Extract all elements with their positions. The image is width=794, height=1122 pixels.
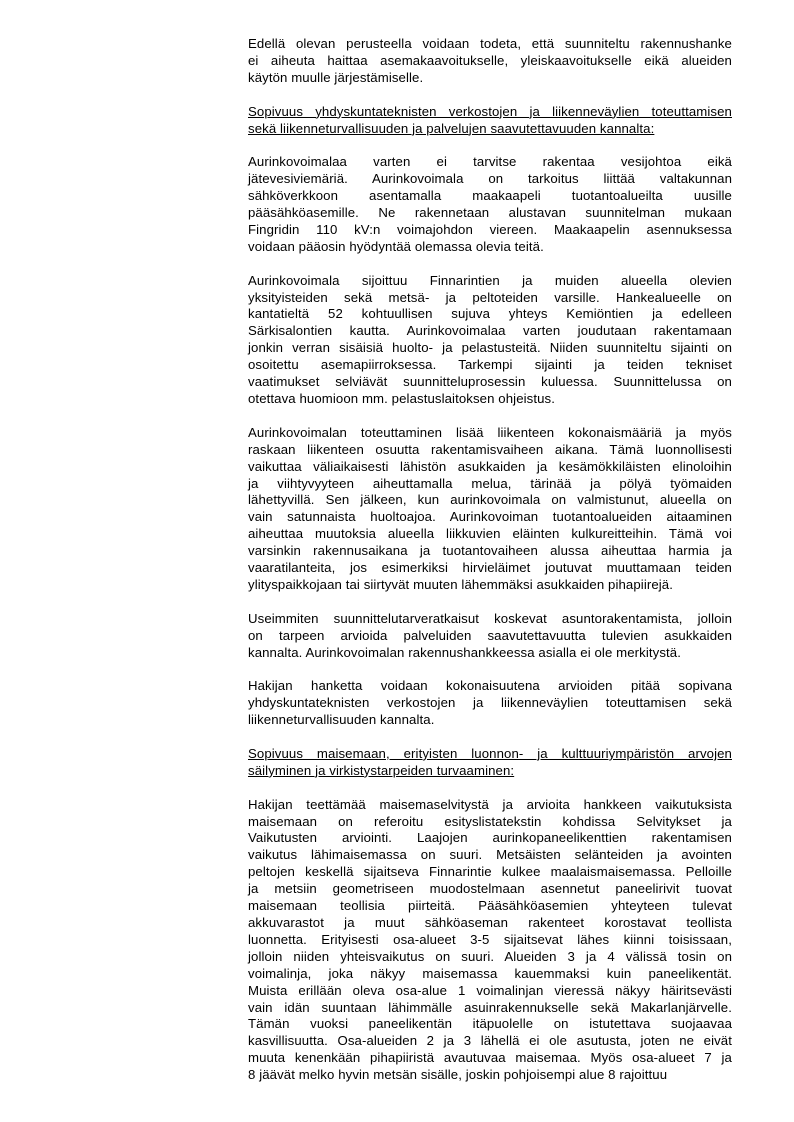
text-line: kasvillisuutta. Osa-alueiden 2 ja 3 lähellä ei ole asutusta, joten ne eivät bbox=[248, 1033, 732, 1049]
text-line: vaaratilanteita, jos esimerkiksi hirvieläimet joutuvat muuttamaan teiden bbox=[248, 560, 732, 576]
text-line: voimalinja, joka näkyy maisemassa kauemmaksi kuin paneelikentät. bbox=[248, 965, 732, 981]
paragraph bbox=[248, 797, 732, 1084]
text-line: käytön muulle järjestämiselle. bbox=[248, 69, 424, 85]
text-line: Hakijan hanketta voidaan kokonaisuutena arvioiden pitää sopivana bbox=[248, 678, 732, 694]
document-text-block bbox=[248, 36, 732, 1084]
text-line: osoitettu asemapiirroksessa. Tarkempi sijainti ja teiden tekniset bbox=[248, 357, 732, 373]
text-line: Särkisalontien kautta. Aurinkovoimalaa varten joudutaan rakentamaan bbox=[248, 323, 732, 339]
paragraph bbox=[248, 611, 732, 662]
text-line: kantatieltä 52 kohtuullisen sujuva yhteys Kemiöntien ja edelleen bbox=[248, 306, 732, 322]
section-heading bbox=[248, 746, 732, 780]
text-line: jolloin niiden yhteisvaikutus on suuri. Alueiden 3 ja 4 välissä tosin on bbox=[248, 948, 732, 964]
paragraph bbox=[248, 273, 732, 408]
text-line: otettava huomioon mm. pelastuslaitoksen ohjeistus. bbox=[248, 390, 556, 406]
text-line: sähköverkkoon asentamalla maakaapeli tuotantoalueilta uusille bbox=[248, 188, 732, 204]
text-line: Useimmiten suunnittelutarveratkaisut koskevat asuntorakentamista, jolloin bbox=[248, 610, 732, 626]
text-line: kannalta. Aurinkovoimalan rakennushankkeessa asialla ei ole merkitystä. bbox=[248, 644, 681, 660]
text-line: ja metsiin geometriseen muodostelmaan asennetut paneelirivit tuovat bbox=[248, 881, 732, 897]
text-line: yksityisteiden sekä metsä- ja peltoteiden varsille. Hankealueelle on bbox=[248, 289, 732, 305]
text-line: peltojen keskellä sijaitseva Finnarintie kulkee maalaismaisemassa. Pelloille bbox=[248, 864, 732, 880]
text-line: jätevesiviemäriä. Aurinkovoimala on tarkoitus liittää valtakunnan bbox=[248, 171, 732, 187]
text-line: vain satunnaista huoltoajoa. Aurinkovoiman tuotantoalueiden aitaaminen bbox=[248, 509, 732, 525]
text-line: on tarpeen arvioida palveluiden saavutettavuutta tulevien asukkaiden bbox=[248, 627, 732, 643]
text-line: akkuvarastot ja muut sähköaseman rakenteet korostavat teollista bbox=[248, 915, 732, 930]
text-line: Vaikutusten arviointi. Laajojen aurinkopaneelikenttien rakentamisen bbox=[248, 830, 732, 846]
text-line: muuta kenenkään pihapiiristä avautuvaa maisemaa. Myös osa-alueet 7 ja bbox=[248, 1050, 732, 1066]
text-line: ja viihtyvyyteen aiheuttamalla melua, tärinää ja pölyä työmaiden bbox=[248, 475, 732, 491]
text-line: luonnetta. Erityisesti osa-alueet 3-5 sijaitsevat lähes kiinni toisissaan, bbox=[248, 931, 732, 947]
text-line: ei aiheuta haittaa asemakaavoitukselle, yleiskaavoitukselle eikä alueiden bbox=[248, 52, 732, 68]
text-line: säilyminen ja virkistystarpeiden turvaaminen: bbox=[248, 762, 515, 778]
text-line: Sopivuus yhdyskuntateknisten verkostojen ja liikenneväylien toteuttamisen bbox=[248, 103, 732, 119]
text-line: Aurinkovoimalaa varten ei tarvitse rakentaa vesijohtoa eikä bbox=[248, 154, 732, 170]
paragraph bbox=[248, 678, 732, 729]
text-line: varsinkin rakennusaikana ja tuotantovaiheen alussa aiheuttaa harmia ja bbox=[248, 543, 732, 559]
paragraph bbox=[248, 154, 732, 255]
text-line: maisemaan on referoitu esityslistatekstin kohdissa Selvitykset ja bbox=[248, 813, 732, 829]
text-line: yhdyskuntateknisten verkostojen ja liikenneväylien toteuttamisen sekä bbox=[248, 695, 732, 711]
text-line: vain idän suuntaan lähimmälle asuinrakennukselle sekä Makarlanjärvelle. bbox=[248, 999, 732, 1015]
text-line: raskaan liikenteen osuutta rakentamisvaiheen aikana. Tämä luonnollisesti bbox=[248, 441, 732, 457]
text-line: Edellä olevan perusteella voidaan todeta, että suunniteltu rakennushanke bbox=[248, 36, 732, 51]
text-line: voidaan pääosin hyödyntää olemassa olevia teitä. bbox=[248, 238, 544, 254]
text-line: aiheuttaa muutoksia alueella liikkuvien eläinten kulkureitteihin. Tämä voi bbox=[248, 526, 732, 542]
text-line: jonkin verran sisäisiä huolto- ja pelastusteitä. Niiden suunniteltu sijainti on bbox=[248, 340, 732, 356]
text-line: 8 jäävät melko hyvin metsän sisälle, joskin pohjoisempi alue 8 rajoittuu bbox=[248, 1067, 668, 1083]
text-line: vaikutus lähimaisemassa on suuri. Metsäisten selänteiden ja avointen bbox=[248, 847, 732, 863]
text-line: Aurinkovoimala sijoittuu Finnarintien ja muiden alueella olevien bbox=[248, 272, 732, 288]
text-line: Sopivuus maisemaan, erityisten luonnon- ja kulttuuriympäristön arvojen bbox=[248, 745, 732, 761]
section-heading bbox=[248, 104, 732, 138]
text-line: vaikuttaa väliaikaisesti lähistön asukkaiden ja kesämökkiläisten elinoloihin bbox=[248, 458, 732, 474]
text-line: Hakijan teettämää maisemaselvitystä ja arvioita hankkeen vaikutuksista bbox=[248, 796, 732, 812]
text-line: ylityspaikkojaan tai siirtyvät muuten lähemmäksi asukkaiden pihapiirejä. bbox=[248, 576, 674, 592]
text-line: pääsähköasemille. Ne rakennetaan alustavan suunnitelman mukaan bbox=[248, 205, 732, 221]
text-line: liikenneturvallisuuden kannalta. bbox=[248, 712, 435, 728]
text-line: vaatimukset selviävät suunnitteluprosessin kuluessa. Suunnittelussa on bbox=[248, 374, 732, 390]
paragraph bbox=[248, 425, 732, 594]
text-line: Fingridin 110 kV:n voimajohdon viereen. Maakaapelin asennuksessa bbox=[248, 221, 732, 237]
text-line: Aurinkovoimalan toteuttaminen lisää liikenteen kokonaismääriä ja myös bbox=[248, 424, 732, 440]
paragraph bbox=[248, 36, 732, 87]
text-line: Muista erillään oleva osa-alue 1 voimalinjan vieressä näkyy häiritsevästi bbox=[248, 982, 732, 998]
text-line: sekä liikenneturvallisuuden ja palvelujen saavutettavuuden kannalta: bbox=[248, 120, 655, 136]
text-line: maisemaan teollisia piirteitä. Pääsähköasemien yhteyteen tulevat bbox=[248, 898, 732, 914]
text-line: Tämän vuoksi paneelikentän itäpuolelle on istutettava suojaavaa bbox=[248, 1016, 732, 1032]
text-line: lähettyvillä. Sen jälkeen, kun aurinkovoimala on valmistunut, alueella on bbox=[248, 492, 732, 508]
